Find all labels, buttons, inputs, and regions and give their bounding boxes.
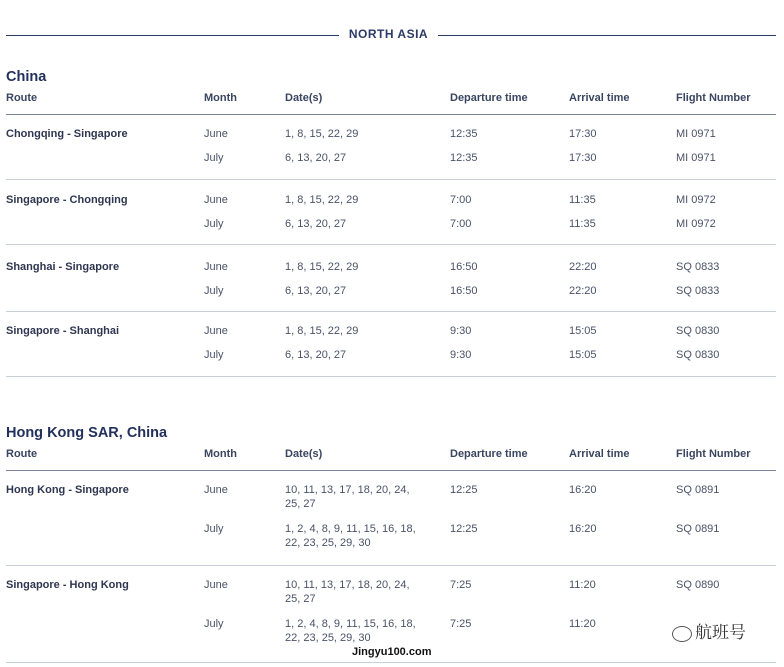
header-arrival: Arrival time (569, 92, 630, 104)
table-body (6, 115, 776, 377)
month-cell: June (204, 325, 228, 337)
route-cell: Singapore - Hong Kong (6, 579, 129, 591)
dates-cell: 6, 13, 20, 27 (285, 152, 347, 164)
header-dates: Date(s) (285, 92, 323, 104)
header-month: Month (204, 92, 237, 104)
header-route: Route (6, 448, 38, 460)
departure-cell: 16:50 (450, 285, 478, 297)
dates-cell: 1, 8, 15, 22, 29 (285, 194, 359, 206)
header-route: Route (6, 92, 38, 104)
section-china (6, 66, 776, 377)
route-group (6, 115, 776, 180)
departure-cell: 12:35 (450, 152, 478, 164)
column-headers (6, 88, 776, 115)
arrival-cell: 11:35 (569, 218, 596, 230)
route-cell: Singapore - Shanghai (6, 325, 120, 337)
column-headers (6, 444, 776, 471)
month-cell: June (204, 128, 228, 140)
month-cell: June (204, 194, 228, 206)
section-title: Hong Kong SAR, China (6, 425, 168, 441)
header-flight: Flight Number (676, 448, 751, 460)
dates-cell: 1, 2, 4, 8, 9, 11, 15, 16, 18, 22, 23, 25, 29, 30 (285, 618, 416, 644)
header-month: Month (204, 448, 237, 460)
section-hongkong (6, 422, 776, 663)
month-cell: July (204, 285, 224, 297)
departure-cell: 7:00 (450, 218, 472, 230)
watermark (672, 618, 746, 643)
watermark-text: 航班号 (695, 623, 746, 642)
route-cell: Hong Kong - Singapore (6, 484, 129, 496)
divider (6, 35, 339, 36)
flight-cell: SQ 0891 (676, 523, 720, 535)
arrival-cell: 15:05 (569, 349, 597, 361)
flight-cell: SQ 0830 (676, 325, 720, 337)
route-cell: Singapore - Chongqing (6, 194, 128, 206)
flight-cell: MI 0971 (676, 152, 716, 164)
flight-cell: MI 0971 (676, 128, 716, 140)
departure-cell: 7:25 (450, 579, 472, 591)
month-cell: July (204, 152, 224, 164)
dates-cell: 1, 2, 4, 8, 9, 11, 15, 16, 18, 22, 23, 25, 29, 30 (285, 523, 416, 549)
month-cell: July (204, 349, 224, 361)
divider (438, 35, 776, 36)
dates-cell: 6, 13, 20, 27 (285, 349, 347, 361)
flight-cell: SQ 0830 (676, 349, 720, 361)
departure-cell: 7:25 (450, 618, 472, 630)
arrival-cell: 17:30 (569, 152, 597, 164)
month-cell: June (204, 579, 228, 591)
departure-cell: 12:25 (450, 523, 478, 535)
month-cell: July (204, 618, 224, 630)
route-group (6, 180, 776, 245)
arrival-cell: 11:20 (569, 579, 596, 591)
month-cell: July (204, 523, 224, 535)
departure-cell: 12:35 (450, 128, 478, 140)
month-cell: July (204, 218, 224, 230)
source-label: Jingyu100.com (352, 646, 432, 658)
arrival-cell: 11:20 (569, 618, 596, 630)
dates-cell: 1, 8, 15, 22, 29 (285, 128, 359, 140)
arrival-cell: 15:05 (569, 325, 597, 337)
region-title: NORTH ASIA (348, 27, 429, 41)
month-cell: June (204, 484, 228, 496)
dates-cell: 10, 11, 13, 17, 18, 20, 24, 25, 27 (285, 484, 410, 510)
header-departure: Departure time (450, 92, 528, 104)
route-group (6, 312, 776, 377)
header-flight: Flight Number (676, 92, 751, 104)
flight-cell: SQ 0833 (676, 285, 720, 297)
region-header (6, 24, 776, 46)
dates-cell: 6, 13, 20, 27 (285, 218, 347, 230)
flight-cell: MI 0972 (676, 194, 716, 206)
header-departure: Departure time (450, 448, 528, 460)
route-group (6, 471, 776, 566)
flight-cell: MI 0972 (676, 218, 716, 230)
departure-cell: 16:50 (450, 261, 478, 273)
wechat-icon (672, 626, 692, 642)
header-arrival: Arrival time (569, 448, 630, 460)
table-body (6, 471, 776, 663)
route-cell: Shanghai - Singapore (6, 261, 120, 273)
route-group (6, 245, 776, 312)
arrival-cell: 16:20 (569, 523, 597, 535)
dates-cell: 6, 13, 20, 27 (285, 285, 347, 297)
month-cell: June (204, 261, 228, 273)
departure-cell: 12:25 (450, 484, 478, 496)
arrival-cell: 16:20 (569, 484, 597, 496)
arrival-cell: 11:35 (569, 194, 596, 206)
flight-cell: SQ 0891 (676, 484, 720, 496)
route-cell: Chongqing - Singapore (6, 128, 128, 140)
departure-cell: 7:00 (450, 194, 472, 206)
arrival-cell: 17:30 (569, 128, 597, 140)
departure-cell: 9:30 (450, 325, 472, 337)
flight-cell: SQ 0890 (676, 579, 720, 591)
section-title: China (6, 69, 47, 85)
arrival-cell: 22:20 (569, 261, 597, 273)
arrival-cell: 22:20 (569, 285, 597, 297)
dates-cell: 1, 8, 15, 22, 29 (285, 325, 359, 337)
header-dates: Date(s) (285, 448, 323, 460)
departure-cell: 9:30 (450, 349, 472, 361)
dates-cell: 1, 8, 15, 22, 29 (285, 261, 359, 273)
dates-cell: 10, 11, 13, 17, 18, 20, 24, 25, 27 (285, 579, 410, 605)
flight-cell: SQ 0833 (676, 261, 720, 273)
